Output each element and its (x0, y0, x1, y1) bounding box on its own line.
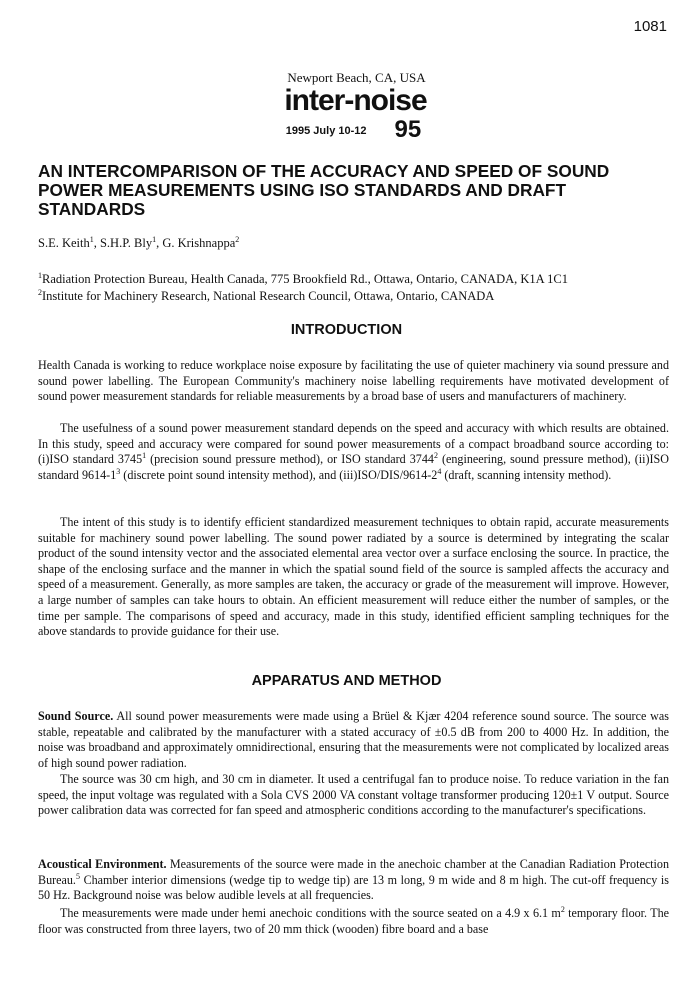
conference-header (0, 70, 693, 144)
page-number: 1081 (633, 18, 667, 35)
runin-heading: Sound Source. (38, 709, 114, 723)
conference-year: 95 (394, 116, 422, 143)
paragraph-sound-source: Sound Source. All sound power measurements were made using a Brüel & Kjær 4204 reference sound source. The source was stable, repeatable and calibrated by the manufacturer with a stated accuracy of ±0.5 dB from 200 to 4000 Hz. In addition, the noise was broadband and approximately omnidirectional, ensuring that the measurements were not complicated by localized areas of high sound power radiation. (38, 709, 669, 770)
conference-dates: 1995 July 10-12 (285, 124, 367, 137)
affiliation-mark: 1 (38, 270, 42, 280)
author-affiliation-mark: 2 (235, 234, 240, 244)
paper-title: AN INTERCOMPARISON OF THE ACCURACY AND SPEED OF SOUND POWER MEASUREMENTS USING ISO STANDARDS AND DRAFT STANDARDS (38, 161, 610, 219)
author-affiliation-mark: 1 (152, 234, 157, 244)
paragraph-intro-1: Health Canada is working to reduce workplace noise exposure by facilitating the use of quieter machinery via sound pressure and sound power labelling. The European Community's machinery noise labelling requirements have motivated development of sound power measurement standards for reliable measurements by a broad base of users and manufacturers of machinery. (38, 358, 669, 404)
affiliation-mark: 2 (38, 287, 42, 297)
paragraph-acoustical-environment: Acoustical Environment. Measurements of the source were made in the anechoic chamber at the Canadian Radiation Protection Bureau.$^5$ Chamber interior dimensions (wedge tip to wedge tip) are 13 m long, 9 m wide and 8 m high. The cut-off frequency is 50 Hz. Background noise was below audible levels at all frequencies. (38, 857, 669, 903)
paragraph-intro-3: The intent of this study is to identify efficient standardized measurement techniques to obtain rapid, accurate measurements suitable for machinery sound power labelling. The sound power radiated by a source is determined by integrating the scalar product of the sound intensity vector and the associated elemental area vector over a surface enclosing the source. In practice, the shape of the enclosing surface and the manner in which the spatial sound field of the source is sampled affects the accuracy and speed of a measurement. Generally, as more samples are taken, the accuracy or grade of the measurement will improve. However, a large number of samples can take hours to obtain. An efficient measurement will reduce either the number of samples, or the time per sample. The comparisons of speed and accuracy, made in this study, identified efficient sampling techniques for the above standards to provide guidance for their use. (38, 515, 669, 639)
author-affiliation-mark: 1 (89, 234, 94, 244)
author-name: S.H.P. Bly (99, 236, 153, 250)
paragraph-source-details: The source was 30 cm high, and 30 cm in diameter. It used a centrifugal fan to produce noise. To reduce variation in the fan speed, the input voltage was regulated with a Sola CVS 2000 VA constant voltage transformer producing 120±1 V output. Source power calibration data was corrected for fan speed and atmospheric conditions according to the manufacturer's specifications. (38, 772, 669, 818)
conference-location: Newport Beach, CA, USA (287, 70, 426, 85)
section-heading-introduction: INTRODUCTION (290, 322, 403, 338)
conference-logo: inter-noise (284, 84, 427, 117)
affiliation-text: Institute for Machinery Research, National Research Council, Ottawa, Ontario, CANADA (42, 289, 495, 303)
paragraph-hemi-anechoic: The measurements were made under hemi anechoic conditions with the source seated on a 4.9 x 6.1 $m^2$ temporary floor. The floor was constructed from three layers, two of 20 mm thick (wooden) fibre board and a base (38, 904, 669, 936)
affiliation-text: Radiation Protection Bureau, Health Canada, 775 Brookfield Rd., Ottawa, Ontario, CANADA, K1A 1C1 (42, 272, 568, 286)
author-name: G. Krishnappa (162, 236, 236, 250)
paragraph-intro-2: The usefulness of a sound power measurement standard depends on the speed and accuracy with which results are obtained. In this study, speed and accuracy were compared for sound power measurements of a compact broadband source according to: (i)ISO standard 3745$^1$ (precision sound pressure method), or ISO standard 3744$^2$ (engineering, sound pressure method), (ii)ISO standard $9614-1^3$ (discrete point sound intensity method), and $(iii)ISO/DIS/9614-2^4$ (draft, scanning intensity method). (38, 421, 670, 482)
affiliation (38, 272, 568, 287)
author-list: S.E. Keith$^1$, S.H.P. Bly$^1$, G. Krishnappa$^2$ (38, 234, 240, 250)
section-heading-apparatus: APPARATUS AND METHOD (251, 673, 442, 689)
affiliation (38, 289, 494, 304)
runin-heading: Acoustical Environment. (38, 857, 167, 871)
author-name: S.E. Keith (38, 236, 90, 250)
